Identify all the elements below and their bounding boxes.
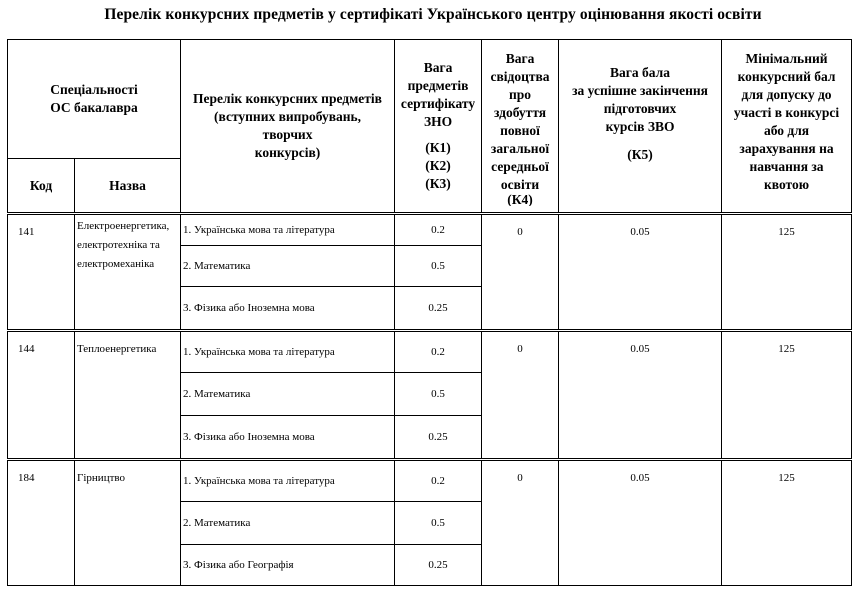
weight-zno-header-line: ЗНО: [423, 114, 453, 129]
k5-value: 0.05: [559, 331, 722, 460]
k4-value: 0: [482, 214, 559, 331]
subjects-table: [7, 39, 852, 586]
specialty-name-line: Теплоенергетика: [77, 343, 157, 355]
weight-zno-header-line: Вага: [423, 60, 453, 75]
subjects-header: [181, 40, 395, 214]
min-score-value: 125: [722, 331, 852, 460]
min-score-value: 125: [722, 460, 852, 586]
k5-value: 0.05: [559, 214, 722, 331]
subject-label: 2. Математика: [181, 502, 395, 545]
subject-weight: 0.2: [395, 460, 482, 502]
subject-weight: 0.25: [395, 416, 482, 460]
weight-zno-header-line: (К3): [425, 176, 451, 191]
weight-certificate-header-line: здобуття: [493, 105, 547, 120]
min-score-header-line: участі в конкурсі: [733, 105, 840, 120]
subject-label: 3. Фізика або Географія: [181, 545, 395, 586]
subject-weight: 0.25: [395, 287, 482, 331]
subject-label: 2. Математика: [181, 373, 395, 416]
specialties-header-line: ОС бакалавра: [50, 100, 138, 115]
specialties-header-line: Спеціальності: [50, 82, 138, 97]
weight-certificate-header: [482, 40, 559, 214]
subjects-header-line: творчих: [262, 127, 313, 142]
weight-zno-header-line: предметів: [407, 78, 469, 93]
weight-certificate-header-line: Вага: [505, 51, 535, 66]
k5-value: 0.05: [559, 460, 722, 586]
weight-zno-header-line: (К1): [425, 140, 451, 155]
weight-certificate-header-line: повної: [500, 123, 540, 138]
specialty-name-line: Гірництво: [77, 472, 126, 484]
min-score-value: 125: [722, 214, 852, 331]
subject-weight: 0.5: [395, 502, 482, 545]
weight-certificate-header-line: (К4): [507, 194, 533, 206]
weight-certificate-header-line: освіти: [500, 177, 540, 192]
subject-weight: 0.5: [395, 246, 482, 287]
weight-courses-header-line: підготовчих: [603, 101, 677, 116]
subject-label: 1. Українська мова та література: [181, 460, 395, 502]
subject-label: 3. Фізика або Іноземна мова: [181, 287, 395, 331]
weight-certificate-header-line: свідоцтва: [490, 69, 550, 84]
min-score-header-line: навчання за: [749, 159, 824, 174]
code-header: Код: [8, 159, 75, 214]
subject-label: 2. Математика: [181, 246, 395, 287]
weight-courses-header: [559, 40, 722, 214]
min-score-header-line: для допуску до: [741, 87, 832, 102]
specialties-header: [8, 40, 181, 159]
subject-weight: 0.25: [395, 545, 482, 586]
min-score-header-line: конкурсний бал: [737, 69, 836, 84]
k4-value: 0: [482, 331, 559, 460]
min-score-header-line: Мінімальний: [745, 51, 828, 66]
subjects-header-line: Перелік конкурсних предметів: [193, 91, 382, 106]
min-score-header-line: зарахування на: [739, 141, 834, 156]
specialty-name-line: електротехніка та: [77, 239, 160, 251]
specialty-name: [75, 331, 181, 460]
weight-certificate-header-line: про: [508, 87, 532, 102]
specialty-name-line: електромеханіка: [77, 258, 155, 270]
weight-zno-header-line: (К2): [425, 158, 451, 173]
specialty-code: 144: [8, 331, 75, 460]
table-row: [8, 460, 852, 502]
specialty-code: 141: [8, 214, 75, 331]
specialty-name: [75, 460, 181, 586]
subject-weight: 0.5: [395, 373, 482, 416]
subject-label: 1. Українська мова та література: [181, 214, 395, 246]
subject-label: 1. Українська мова та література: [181, 331, 395, 373]
weight-courses-header-line: (К5): [627, 147, 653, 162]
table-row: [8, 331, 852, 373]
min-score-header: [722, 40, 852, 214]
min-score-header-line: квотою: [763, 177, 810, 192]
subject-weight: 0.2: [395, 214, 482, 246]
subjects-header-line: конкурсів): [254, 145, 321, 160]
subject-weight: 0.2: [395, 331, 482, 373]
table-row: [8, 214, 852, 246]
subjects-header-line: (вступних випробувань,: [214, 109, 362, 124]
weight-certificate-header-line: середньої: [491, 159, 549, 174]
name-header: Назва: [75, 159, 181, 214]
weight-zno-header-line: сертифікату: [400, 96, 476, 111]
page-title: Перелік конкурсних предметів у сертифікаті Українського центру оцінювання якості освіти: [104, 6, 762, 23]
specialty-name-line: Електроенергетика,: [77, 220, 170, 232]
specialty-code: 184: [8, 460, 75, 586]
weight-courses-header-line: за успішне закінчення: [572, 83, 708, 98]
min-score-header-line: або для: [763, 123, 810, 138]
weight-certificate-header-line: загальної: [490, 141, 550, 156]
weight-courses-header-line: Вага бала: [610, 65, 670, 80]
weight-zno-header: [395, 40, 482, 214]
weight-courses-header-line: курсів ЗВО: [605, 119, 675, 134]
subject-label: 3. Фізика або Іноземна мова: [181, 416, 395, 460]
specialty-name: [75, 214, 181, 331]
k4-value: 0: [482, 460, 559, 586]
